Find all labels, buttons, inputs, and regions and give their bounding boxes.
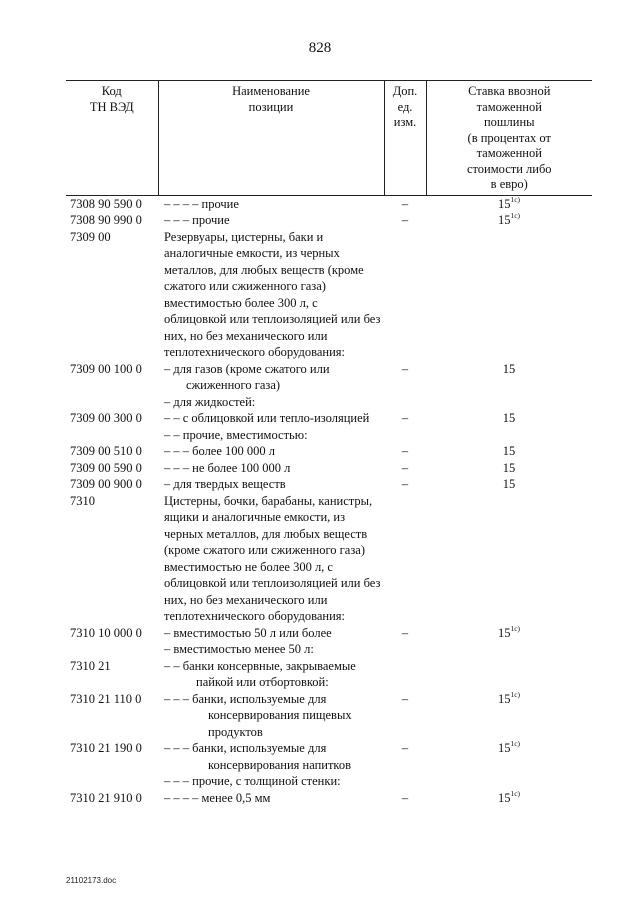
table-row <box>66 625 592 642</box>
row-name-text: – – – банки, используемые для консервирования пищевых продуктов <box>164 691 352 739</box>
row-name-text: – – – прочие <box>164 213 230 227</box>
row-rate <box>426 195 592 212</box>
table-row <box>66 493 592 625</box>
tariff-table-body <box>66 195 592 806</box>
table-row <box>66 427 592 444</box>
row-rate <box>426 641 592 658</box>
row-unit: – <box>401 790 409 805</box>
row-name <box>158 410 384 427</box>
row-rate <box>426 625 592 642</box>
row-code: 7310 <box>70 493 95 508</box>
header-rate: Ставка ввозной таможенной пошлины (в процентах от таможенной стоимости либо в евро) <box>426 81 592 196</box>
row-name <box>158 443 384 460</box>
row-rate <box>426 476 592 493</box>
row-code: 7308 90 590 0 <box>70 196 142 211</box>
row-code: 7310 21 <box>70 658 111 673</box>
rate-footnote-mark: 1c) <box>510 211 521 220</box>
row-unit <box>384 773 426 790</box>
row-name-text: Резервуары, цистерны, баки и аналогичные емкости, из черных металлов, для любых веществ (кроме сжатого или сжиженного газа) вместимостью более 300 л, с облицовкой или теплоизоляцией или без них, но без механического или теплотехнического оборудования: <box>164 229 381 359</box>
row-name <box>158 460 384 477</box>
rate-value: 15 <box>502 477 516 491</box>
row-name-text: – для газов (кроме сжатого или сжиженного газа) <box>164 361 330 392</box>
row-code: 7309 00 100 0 <box>70 361 142 376</box>
header-name: Наименование позиции <box>158 81 384 196</box>
rate-value: 15 <box>502 460 516 475</box>
row-name-text: – вместимостью менее 50 л: <box>164 642 314 656</box>
rate-value: 15 <box>497 625 511 640</box>
row-name-text: – для твердых веществ <box>164 477 286 491</box>
row-name-text: – – – – менее 0,5 мм <box>164 790 271 805</box>
row-code: 7310 21 910 0 <box>70 790 142 805</box>
row-unit: – <box>401 213 409 227</box>
rate-footnote-mark: 1c) <box>510 788 521 798</box>
row-unit: – <box>401 741 409 755</box>
table-row <box>66 691 592 741</box>
row-rate <box>426 443 592 460</box>
row-name <box>158 691 384 741</box>
row-code: 7310 21 110 0 <box>70 691 142 706</box>
row-name <box>158 427 384 444</box>
row-rate <box>426 229 592 361</box>
table-row <box>66 195 592 212</box>
row-unit: – <box>401 444 409 458</box>
row-name-text: – – прочие, вместимостью: <box>164 427 308 442</box>
table-row <box>66 773 592 790</box>
rate-value: 15 <box>502 361 516 376</box>
row-rate <box>426 394 592 411</box>
row-name-text: – вместимостью 50 л или более <box>164 625 332 640</box>
table-row <box>66 641 592 658</box>
row-name <box>158 212 384 229</box>
row-unit: – <box>401 691 409 706</box>
row-name <box>158 641 384 658</box>
rate-value: 15 <box>497 213 511 227</box>
row-name <box>158 773 384 790</box>
row-rate <box>426 740 592 773</box>
tariff-table-header <box>66 81 592 196</box>
table-row <box>66 212 592 229</box>
tariff-table <box>66 80 592 806</box>
row-name <box>158 476 384 493</box>
row-unit: – <box>401 460 409 475</box>
row-name-text: – – – не более 100 000 л <box>164 460 291 475</box>
table-row <box>66 394 592 411</box>
table-row <box>66 658 592 691</box>
row-unit: – <box>401 196 409 211</box>
row-rate <box>426 691 592 741</box>
row-name-text: – – – более 100 000 л <box>164 444 276 458</box>
row-code: 7309 00 300 0 <box>70 411 142 425</box>
row-name <box>158 658 384 691</box>
footer-filename: 21102173.doc <box>66 876 117 885</box>
row-name-text: – – с облицовкой или тепло-изоляцией <box>164 411 370 425</box>
table-row <box>66 476 592 493</box>
row-code: 7308 90 990 0 <box>70 213 142 227</box>
rate-footnote-mark: 1c) <box>510 739 521 748</box>
rate-footnote-mark: 1c) <box>510 194 521 204</box>
row-name <box>158 361 384 394</box>
row-rate <box>426 410 592 427</box>
row-code <box>66 427 158 444</box>
header-code: Код ТН ВЭД <box>66 81 158 196</box>
row-name <box>158 229 384 361</box>
rate-footnote-mark: 1c) <box>510 689 521 699</box>
row-name-text: Цистерны, бочки, барабаны, канистры, ящики и аналогичные емкости, из черных металлов, для любых веществ (кроме сжатого или сжиженного газа) вместимостью не более 300 л, с облицовкой или теплоизоляцией или без них, но без механического или теплотехнического оборудования: <box>164 493 381 623</box>
row-code: 7310 10 000 0 <box>70 625 142 640</box>
row-code: 7309 00 900 0 <box>70 477 142 491</box>
row-code <box>66 641 158 658</box>
row-unit <box>384 394 426 411</box>
row-name-text: – – – банки, используемые для консервирования напитков <box>164 741 352 772</box>
row-name-text: – для жидкостей: <box>164 394 256 409</box>
row-rate <box>426 493 592 625</box>
table-row <box>66 361 592 394</box>
page-number: 828 <box>308 40 332 56</box>
row-name <box>158 625 384 642</box>
row-name-text: – – банки консервные, закрываемые пайкой или отбортовкой: <box>164 658 356 689</box>
rate-value: 15 <box>497 196 511 211</box>
row-code: 7309 00 <box>70 229 111 244</box>
rate-value: 15 <box>497 691 511 706</box>
rate-value: 15 <box>497 741 511 755</box>
row-unit <box>384 427 426 444</box>
row-unit <box>384 493 426 625</box>
row-rate <box>426 790 592 807</box>
row-code: 7309 00 590 0 <box>70 460 142 475</box>
row-unit: – <box>401 625 409 640</box>
table-row <box>66 229 592 361</box>
row-rate <box>426 212 592 229</box>
header-unit: Доп. ед. изм. <box>384 81 426 196</box>
table-row <box>66 740 592 773</box>
row-name <box>158 790 384 807</box>
rate-value: 15 <box>497 790 511 805</box>
row-code: 7309 00 510 0 <box>70 444 142 458</box>
row-name <box>158 740 384 773</box>
rate-value: 15 <box>502 444 516 458</box>
row-code: 7310 21 190 0 <box>70 741 142 755</box>
row-rate <box>426 460 592 477</box>
row-unit: – <box>401 411 409 425</box>
row-unit <box>384 229 426 361</box>
row-name <box>158 195 384 212</box>
row-unit <box>384 641 426 658</box>
row-name-text: – – – прочие, с толщиной стенки: <box>164 774 341 788</box>
row-rate <box>426 773 592 790</box>
rate-footnote-mark: 1c) <box>510 623 521 633</box>
row-unit: – <box>401 361 409 376</box>
row-code <box>66 394 158 411</box>
row-name <box>158 493 384 625</box>
row-rate <box>426 361 592 394</box>
table-row <box>66 443 592 460</box>
row-code <box>66 773 158 790</box>
row-rate <box>426 427 592 444</box>
table-row <box>66 410 592 427</box>
rate-value: 15 <box>502 411 516 425</box>
row-rate <box>426 658 592 691</box>
row-name <box>158 394 384 411</box>
row-unit: – <box>401 477 409 491</box>
table-row <box>66 460 592 477</box>
row-name-text: – – – – прочие <box>164 196 239 211</box>
table-row <box>66 790 592 807</box>
row-unit <box>384 658 426 691</box>
